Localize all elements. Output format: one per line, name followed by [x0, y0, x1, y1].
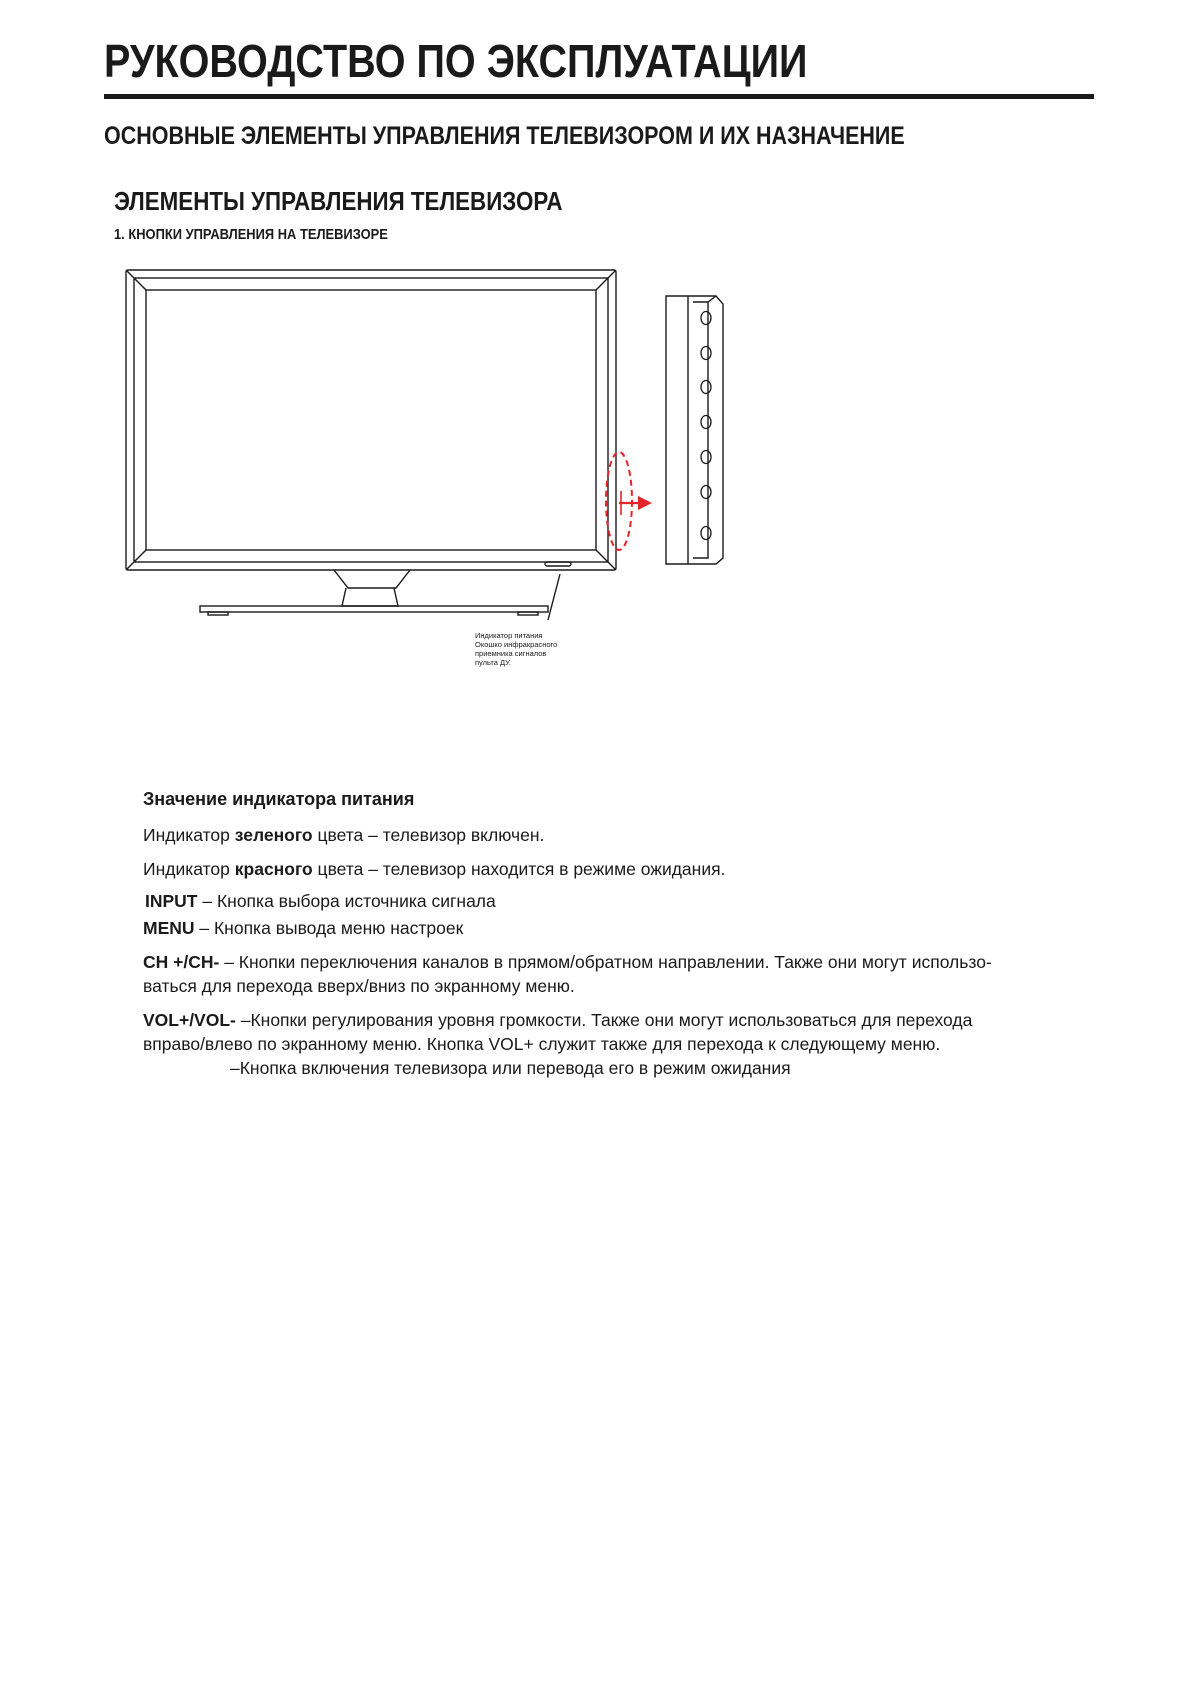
stand-base [200, 606, 548, 612]
green-word: зеленого [234, 825, 313, 845]
text: цвета – телевизор включен. [312, 825, 545, 845]
note-line: приемника сигналов [475, 649, 547, 658]
tv-frame [126, 270, 616, 570]
side-panel [666, 296, 723, 564]
menu-line [143, 916, 983, 940]
ch-paragraph [143, 950, 992, 998]
vol-paragraph [143, 1008, 983, 1056]
page-title: РУКОВОДСТВО ПО ЭКСПЛУАТАЦИИ [104, 35, 808, 87]
highlight-circle [606, 452, 632, 550]
text: Индикатор [143, 825, 235, 845]
button-icon [701, 451, 711, 464]
red-word: красного [234, 859, 313, 879]
ch-key: CH +/CH- [143, 952, 220, 972]
button-icon [701, 416, 711, 429]
ch-desc: – Кнопки переключения каналов в прямом/обратном направлении. Также они могут использо- [219, 952, 992, 972]
vol-desc-cont: вправо/влево по экранному меню. Кнопка VOL+ служит также для перехода к следующему меню. [143, 1034, 941, 1054]
button-icon [701, 381, 711, 394]
input-desc: – Кнопка выбора источника сигнала [197, 891, 496, 911]
indicator-heading: Значение индикатора питания [143, 789, 415, 809]
section-heading: ОСНОВНЫЕ ЭЛЕМЕНТЫ УПРАВЛЕНИЯ ТЕЛЕВИЗОРОМ И ИХ НАЗНАЧЕНИЕ [104, 122, 905, 150]
item-heading: 1. КНОПКИ УПРАВЛЕНИЯ НА ТЕЛЕВИЗОРЕ [114, 226, 388, 243]
arrow-head-icon [638, 496, 652, 510]
indicator-green-line [143, 823, 983, 847]
side-buttons [701, 312, 711, 540]
menu-desc: – Кнопка вывода меню настроек [194, 918, 464, 938]
title-rule [104, 94, 1094, 99]
note-line: Окошко инфракрасного [475, 640, 558, 649]
vol-key: VOL+/VOL- [143, 1010, 236, 1030]
tv-diagram [118, 262, 738, 632]
text: Индикатор [143, 859, 235, 879]
note-line: пульта ДУ. [475, 658, 511, 667]
stand-neck [334, 570, 410, 588]
power-indicator [545, 562, 571, 566]
tv-bezel-inner [134, 278, 608, 562]
button-icon [701, 347, 711, 360]
note-line: Индикатор питания [475, 631, 543, 640]
subsection-heading: ЭЛЕМЕНТЫ УПРАВЛЕНИЯ ТЕЛЕВИЗОРА [114, 186, 563, 216]
text: цвета – телевизор находится в режиме ожидания. [312, 859, 726, 879]
indicator-pointer [548, 574, 560, 620]
indicator-note [475, 631, 557, 667]
input-line [145, 889, 985, 913]
indicator-red-line [143, 857, 983, 881]
button-icon [701, 486, 711, 499]
tv-screen [146, 290, 596, 550]
button-icon [701, 527, 711, 540]
ch-desc-cont: ваться для перехода вверх/вниз по экранному меню. [143, 976, 575, 996]
power-line: –Кнопка включения телевизора или перевода его в режим ожидания [230, 1058, 791, 1078]
vol-desc: –Кнопки регулирования уровня громкости. Также они могут использоваться для перехода [235, 1010, 973, 1030]
button-icon [701, 312, 711, 325]
input-key: INPUT [145, 891, 198, 911]
menu-key: MENU [143, 918, 195, 938]
